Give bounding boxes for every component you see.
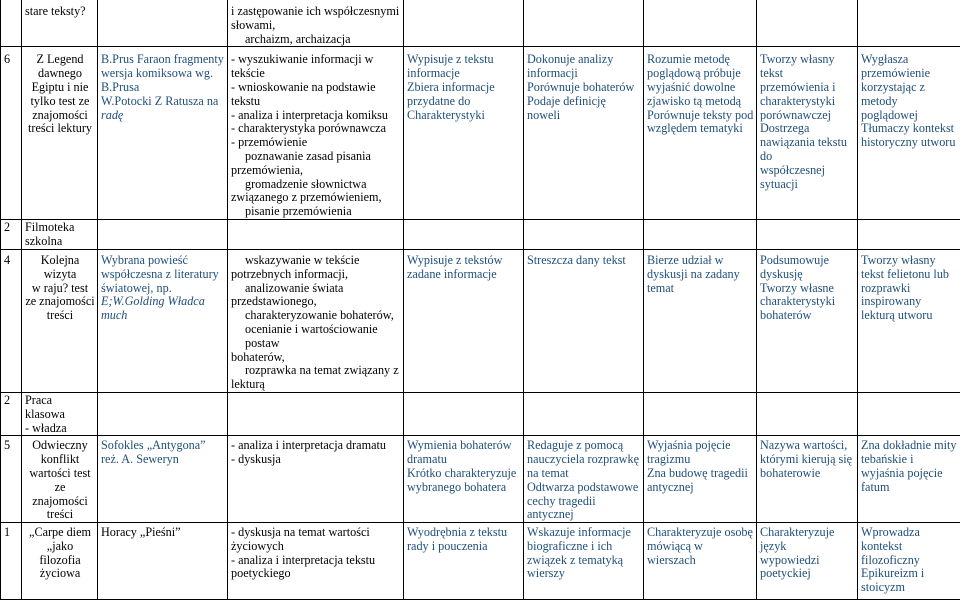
level-cell: Tworzy własny tekst przemówienia i charakterystyki porównawczej Dostrzega nawiązania tekstu do współczesnej sytuacji <box>757 47 858 220</box>
table-row <box>1 436 960 523</box>
topic-cell: Praca klasowa - władza <box>22 392 98 435</box>
level-cell: Podsumowuje dyskusję Tworzy własne charakterystyki bohaterów <box>757 249 858 392</box>
level-cell <box>404 219 524 249</box>
level-cell: Wypisuje z tekstu informacje Zbiera informacje przydatne do Charakterystyki <box>404 47 524 220</box>
skills-cell: - dyskusja na temat wartości życiowych - analiza i interpretacja tekstu poetyckiego <box>228 523 404 600</box>
number-cell: 5 <box>1 436 22 523</box>
topic-cell: „Carpe diem „jako filozofia życiowa <box>22 523 98 600</box>
level-cell: Wyjaśnia pojęcie tragizmu Zna budowę tragedii antycznej <box>644 436 757 523</box>
level-cell <box>524 219 644 249</box>
number-cell: 2 <box>1 219 22 249</box>
level-cell <box>858 0 960 47</box>
topic-cell: Z Legend dawnego Egiptu i nie tylko test ze znajomości treści lektury <box>22 47 98 220</box>
level-cell: Wskazuje informacje biograficzne i ich związek z tematyką wierszy <box>524 523 644 600</box>
level-cell <box>644 0 757 47</box>
level-cell: Charakteryzuje język wypowiedzi poetyckiej <box>757 523 858 600</box>
text-cell: B.Prus Faraon fragmenty wersja komiksowa wg. B.Prusa W.Potocki Z Ratusza na radę <box>98 47 228 220</box>
level-cell: Nazywa wartości, którymi kierują się bohaterowie <box>757 436 858 523</box>
text-cell <box>98 392 228 435</box>
level-cell <box>524 0 644 47</box>
text-cell: Horacy „Pieśni” <box>98 523 228 600</box>
text-cell <box>98 0 228 47</box>
level-cell <box>644 219 757 249</box>
level-cell: Wprowadza kontekst filozoficzny Epikureizm i stoicyzm <box>858 523 960 600</box>
level-cell: Wypisuje z tekstów zadane informacje <box>404 249 524 392</box>
table-row <box>1 249 960 392</box>
topic-cell: Kolejna wizyta w raju? test ze znajomości treści <box>22 249 98 392</box>
skills-cell: - analiza i interpretacja dramatu - dyskusja <box>228 436 404 523</box>
level-cell <box>757 0 858 47</box>
topic-cell: Filmoteka szkolna <box>22 219 98 249</box>
skills-cell: i zastępowanie ich współczesnymi słowami, archaizm, archaizacja <box>228 0 404 47</box>
table-row <box>1 47 960 220</box>
text-cell <box>98 219 228 249</box>
level-cell <box>644 392 757 435</box>
skills-cell <box>228 219 404 249</box>
level-cell: Zna dokładnie mity tebańskie i wyjaśnia pojęcie fatum <box>858 436 960 523</box>
table-row <box>1 0 960 47</box>
number-cell: 1 <box>1 523 22 600</box>
level-cell: Redaguje z pomocą nauczyciela rozprawkę na temat Odtwarza podstawowe cechy tragedii antycznej <box>524 436 644 523</box>
level-cell <box>757 392 858 435</box>
number-cell <box>1 0 22 47</box>
level-cell <box>404 392 524 435</box>
level-cell <box>524 392 644 435</box>
table-row <box>1 219 960 249</box>
table-row <box>1 523 960 600</box>
level-cell: Streszcza dany tekst <box>524 249 644 392</box>
level-cell: Wygłasza przemówienie korzystając z metody poglądowej Tłumaczy kontekst historyczny utworu <box>858 47 960 220</box>
level-cell <box>858 392 960 435</box>
text-cell: Sofokles „Antygona” reż. A. Seweryn <box>98 436 228 523</box>
level-cell <box>858 219 960 249</box>
level-cell: Wymienia bohaterów dramatu Krótko charakteryzuje wybranego bohatera <box>404 436 524 523</box>
text-cell: Wybrana powieść współczesna z literatury światowej, np. E;W.Golding Władca much <box>98 249 228 392</box>
number-cell: 4 <box>1 249 22 392</box>
level-cell: Charakteryzuje osobę mówiącą w wierszach <box>644 523 757 600</box>
level-cell: Bierze udział w dyskusji na zadany temat <box>644 249 757 392</box>
level-cell <box>404 0 524 47</box>
topic-cell: stare teksty? <box>22 0 98 47</box>
number-cell: 6 <box>1 47 22 220</box>
table-row <box>1 392 960 435</box>
number-cell: 2 <box>1 392 22 435</box>
level-cell: Tworzy własny tekst felietonu lub rozprawki inspirowany lekturą utworu <box>858 249 960 392</box>
skills-cell: - wyszukiwanie informacji w tekście - wnioskowanie na podstawie tekstu - analiza i interpretacja komiksu - charakterystyka porównawcza - przemówienie poznawanie zasad pisania przemówienia, gromadzenie słownictwa związanego z przemówieniem, pisanie przemówienia <box>228 47 404 220</box>
level-cell: Rozumie metodę poglądową próbuje wyjaśnić dowolne zjawisko tą metodą Porównuje teksty pod względem tematyki <box>644 47 757 220</box>
skills-cell <box>228 392 404 435</box>
skills-cell: wskazywanie w tekście potrzebnych informacji, analizowanie świata przedstawionego, charakteryzowanie bohaterów, ocenianie i wartościowanie postaw bohaterów, rozprawka na temat związany z lekturą <box>228 249 404 392</box>
level-cell <box>757 219 858 249</box>
level-cell: Wyodrębnia z tekstu rady i pouczenia <box>404 523 524 600</box>
topic-cell: Odwieczny konflikt wartości test ze znajomości treści <box>22 436 98 523</box>
level-cell: Dokonuje analizy informacji Porównuje bohaterów Podaje definicję noweli <box>524 47 644 220</box>
